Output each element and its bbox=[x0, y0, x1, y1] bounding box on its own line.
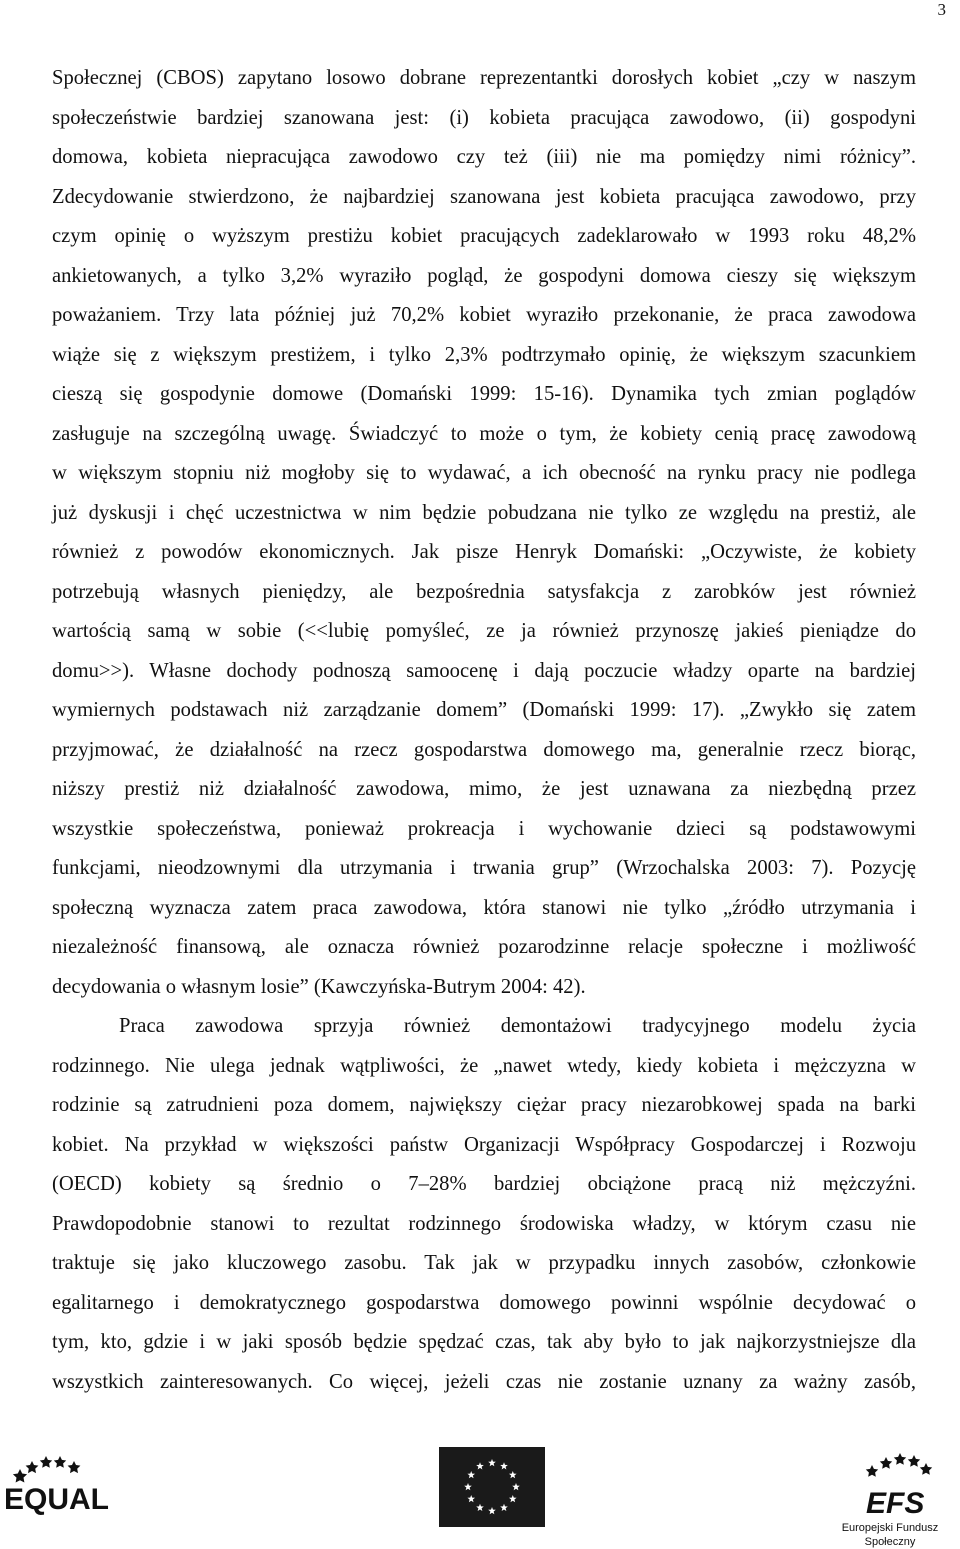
text-line: decydowania o własnym losie” (Kawczyńska-Butrym 2004: 42). bbox=[52, 975, 586, 998]
eu-stars-icon bbox=[439, 1447, 545, 1527]
text-line: czym opinię o wyższym prestiżu kobiet pracujących zadeklarowało w 1993 roku 48,2% bbox=[52, 225, 916, 247]
text-line: poważaniem. Trzy lata później już 70,2% kobiet wyraziło przekonanie, że praca zawodowa bbox=[52, 304, 916, 326]
eu-star-icon bbox=[467, 1471, 475, 1478]
text-line: Praca zawodowa sprzyja również demontażowi tradycyjnego modelu życia bbox=[119, 1015, 916, 1037]
text-line: Zdecydowanie stwierdzono, że najbardziej szanowana jest kobieta pracująca zawodowo, przy bbox=[52, 185, 916, 208]
text-line: społeczną wyznacza zatem praca zawodowa, która stanowi nie tylko „źródło utrzymania i bbox=[52, 896, 916, 919]
text-line: już dyskusji i chęć uczestnictwa w nim będzie pobudzana nie tylko ze względu na prestiż, ale bbox=[52, 501, 916, 524]
text-line: traktuje się jako kluczowego zasobu. Tak jak w przypadku innych zasobów, członkowie bbox=[52, 1252, 916, 1274]
text-line: Społecznej (CBOS) zapytano losowo dobrane reprezentantki dorosłych kobiet „czy w naszym bbox=[52, 67, 916, 89]
eu-star-icon bbox=[500, 1462, 508, 1469]
text-line: w większym stopniu niż mogłoby się to wydawać, a ich obecność na rynku pracy nie podlega bbox=[52, 462, 916, 484]
text-line: wszystkie społeczeństwa, ponieważ prokreacja i wychowanie dzieci są podstawowymi bbox=[52, 817, 916, 840]
text-line: tym, kto, gdzie i w jaki sposób będzie spędzać czas, tak aby było to jak najkorzystniejsze dla bbox=[52, 1331, 916, 1353]
eu-star-icon bbox=[464, 1483, 472, 1490]
eu-star-icon bbox=[488, 1507, 496, 1514]
text-line: Prawdopodobnie stanowi to rezultat rodzinnego środowiska władzy, w którym czasu nie bbox=[52, 1212, 916, 1235]
eu-flag-logo bbox=[439, 1447, 545, 1527]
text-line: domowa, kobieta niepracująca zawodowo czy też (iii) nie ma pomiędzy nimi różnicy”. bbox=[52, 146, 916, 168]
text-line: domu>>). Własne dochody podnoszą samoocenę i dają poczucie władzy oparte na bardziej bbox=[52, 659, 916, 682]
text-line: zasługuje na szczególną uwagę. Świadczyć to może o tym, że kobiety cenią pracę zawodową bbox=[52, 422, 916, 445]
eu-star-icon bbox=[500, 1504, 508, 1511]
equal-logo-text: EQUAL bbox=[4, 1483, 109, 1516]
text-line: cieszą się gospodynie domowe (Domański 1999: 15-16). Dynamika tych zmian poglądów bbox=[52, 383, 916, 405]
text-line: wiąże się z większym prestiżem, i tylko 2,3% podtrzymało opinię, że większym szacunkiem bbox=[52, 343, 916, 366]
text-line: ankietowanych, a tylko 3,2% wyraziło pogląd, że gospodyni domowa cieszy się większym bbox=[52, 264, 916, 287]
eu-star-icon bbox=[509, 1471, 517, 1478]
text-line: niższy prestiż niż działalność zawodowa, mimo, że jest uznawana za niezbędną przez bbox=[52, 778, 916, 800]
equal-logo-graphic bbox=[2, 1447, 112, 1517]
text-line: niezależność finansową, ale oznacza również pozarodzinne relacje społeczne i możliwość bbox=[52, 936, 916, 958]
eu-star-icon bbox=[488, 1459, 496, 1466]
text-line: (OECD) kobiety są średnio o 7–28% bardziej obciążone pracą niż mężczyźni. bbox=[52, 1173, 916, 1195]
text-line: wszystkich zainteresowanych. Co więcej, jeżeli czas nie zostanie uznany za ważny zasób, bbox=[52, 1370, 916, 1393]
text-line: przyjmować, że działalność na rzecz gospodarstwa domowego ma, generalnie rzecz biorąc, bbox=[52, 738, 916, 761]
text-line: kobiet. Na przykład w większości państw Organizacji Współpracy Gospodarczej i Rozwoju bbox=[52, 1133, 916, 1156]
text-line: wymiernych podstawach niż zarządzanie domem” (Domański 1999: 17). „Zwykło się zatem bbox=[52, 699, 916, 721]
text-line: wartością samą w sobie (<<lubię pomyśleć, ze ja również przynoszę jakieś pieniądze do bbox=[52, 620, 916, 642]
page-number: 3 bbox=[937, 0, 946, 19]
text-line: egalitarnego i demokratycznego gospodarstwa domowego powinni wspólnie decydować o bbox=[52, 1291, 916, 1314]
equal-logo bbox=[2, 1447, 112, 1517]
eu-star-icon bbox=[467, 1495, 475, 1502]
text-line: społeczeństwie bardziej szanowana jest: (i) kobieta pracująca zawodowo, (ii) gospodyni bbox=[52, 106, 916, 129]
text-line: rodzinie są zatrudnieni poza domem, największy ciężar pracy niezarobkowej spada na barki bbox=[52, 1094, 916, 1116]
eu-star-icon bbox=[512, 1483, 520, 1490]
text-line: potrzebują własnych pieniędzy, ale bezpośrednia satysfakcja z zarobków jest również bbox=[52, 580, 916, 603]
efs-logo bbox=[820, 1445, 960, 1548]
body-text bbox=[52, 59, 916, 1402]
eu-star-icon bbox=[476, 1504, 484, 1511]
text-line: funkcjami, nieodzownymi dla utrzymania i trwania grup” (Wrzochalska 2003: 7). Pozycję bbox=[52, 857, 916, 879]
efs-logo-graphic bbox=[820, 1445, 960, 1521]
efs-logo-text: EFS bbox=[866, 1487, 925, 1520]
text-line: rodzinnego. Nie ulega jednak wątpliwości, że „nawet wtedy, kiedy kobieta i mężczyzna w bbox=[52, 1054, 916, 1077]
eu-star-icon bbox=[509, 1495, 517, 1502]
eu-star-icon bbox=[476, 1462, 484, 1469]
text-line: również z powodów ekonomicznych. Jak pisze Henryk Domański: „Oczywiste, że kobiety bbox=[52, 541, 916, 563]
efs-caption: Europejski Fundusz Społeczny bbox=[841, 1522, 939, 1548]
